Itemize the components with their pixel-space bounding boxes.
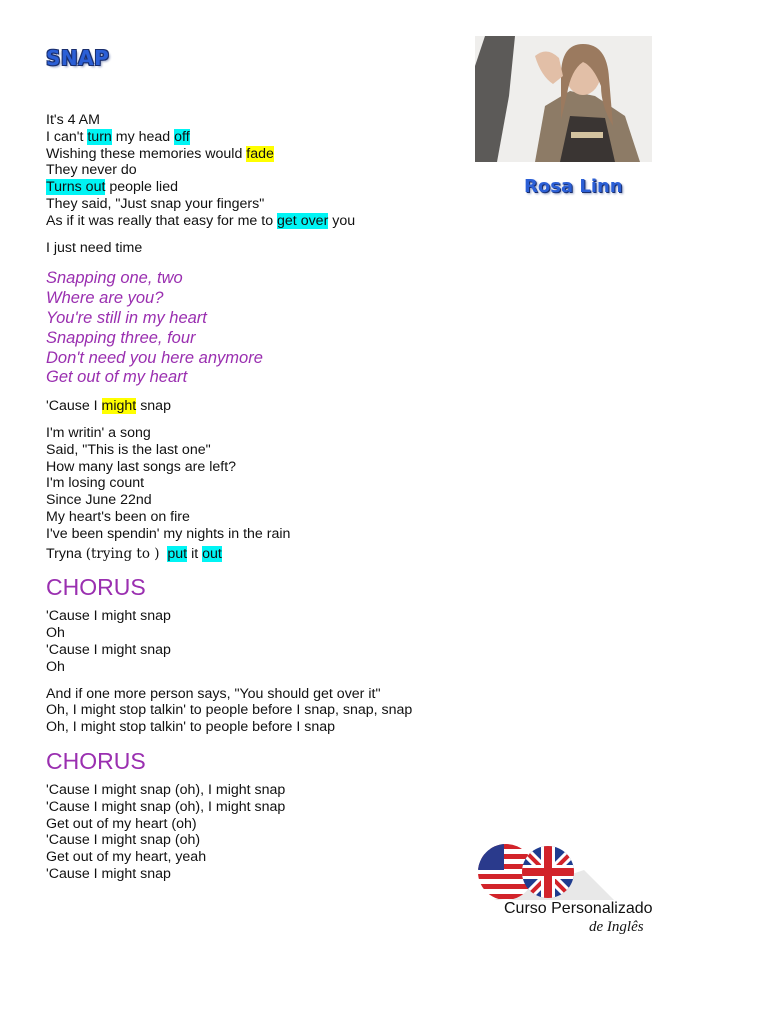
chorus-line: Don't need you here anymore [46,348,263,367]
lyric-line: And if one more person says, "You should get over it" [46,685,381,702]
artist-name: Rosa Linn [524,176,623,197]
verse-2 [46,425,466,562]
highlighted-word: out [202,545,222,562]
block-3 [46,608,466,675]
lyric-line: It's 4 AM [46,112,100,128]
translation-note: (trying to ) [85,545,160,562]
chorus-line: Snapping one, two [46,269,183,288]
highlighted-word: get over [277,212,329,229]
lyrics [46,112,466,883]
highlighted-word: turn [87,128,112,145]
highlighted-word: put [167,545,188,562]
lyric-line: 'Cause I might snap [46,865,171,882]
chorus-lyrics [46,269,466,388]
lyric-line: 'Cause I might snap [46,398,171,415]
lyric-line: Wishing these memories would fade [46,145,274,162]
lyric-line: They said, "Just snap your fingers" [46,195,265,212]
lyric-line: Get out of my heart, yeah [46,849,207,866]
lyric-line: I've been spendin' my nights in the rain [46,525,291,542]
highlighted-word: off [174,128,190,145]
lyric-line: Oh [46,658,65,675]
chorus-line: Get out of my heart [46,368,188,387]
lyric-line: Tryna (trying to ) put it out [46,545,222,562]
logo-text-line1: Curso Personalizado [504,900,653,917]
chorus-line: Snapping three, four [46,328,196,347]
lyric-line: Get out of my heart (oh) [46,815,197,832]
chorus-line: Where are you? [46,289,164,308]
lyric-line: I just need time [46,239,143,256]
lyric-line: How many last songs are left? [46,458,237,475]
chorus-heading: CHORUS [46,574,146,601]
block-4 [46,686,466,736]
lyric-line: I'm writin' a song [46,424,151,441]
lyric-line: Oh, I might stop talkin' to people before I snap [46,719,335,736]
lyric-line: 'Cause I might snap [46,608,171,625]
highlighted-word: might [101,398,137,415]
lyric-line: I'm losing count [46,475,145,492]
highlighted-word: fade [246,145,274,162]
lyric-line: 'Cause I might snap [46,641,171,658]
lyric-line: 'Cause I might snap (oh), I might snap [46,781,286,798]
lyric-line: Oh, I might stop talkin' to people before I snap, snap, snap [46,702,413,719]
logo-text-line2: de Inglês [589,919,644,935]
lyric-line: 'Cause I might snap (oh) [46,832,201,849]
lyric-line: As if it was really that easy for me to get over you [46,212,356,229]
lyric-line: Since June 22nd [46,492,152,509]
chorus-line: You're still in my heart [46,308,207,327]
lyric-line: 'Cause I might snap (oh), I might snap [46,798,286,815]
lyric-line: Turns out people lied [46,179,178,196]
lyric-line: Said, "This is the last one" [46,441,211,458]
lyric-line: Oh [46,625,65,642]
course-logo [474,840,674,940]
artist-photo [475,36,652,162]
chorus-heading: CHORUS [46,747,146,774]
block-5 [46,782,466,883]
lyric-line: My heart's been on fire [46,508,190,525]
highlighted-word: Turns out [46,179,106,196]
song-title: SNAP [46,46,110,70]
artist-photo-illustration [475,36,652,162]
verse-1 [46,112,466,230]
lyric-line: I can't turn my head off [46,128,190,145]
lyric-line: They never do [46,162,137,179]
